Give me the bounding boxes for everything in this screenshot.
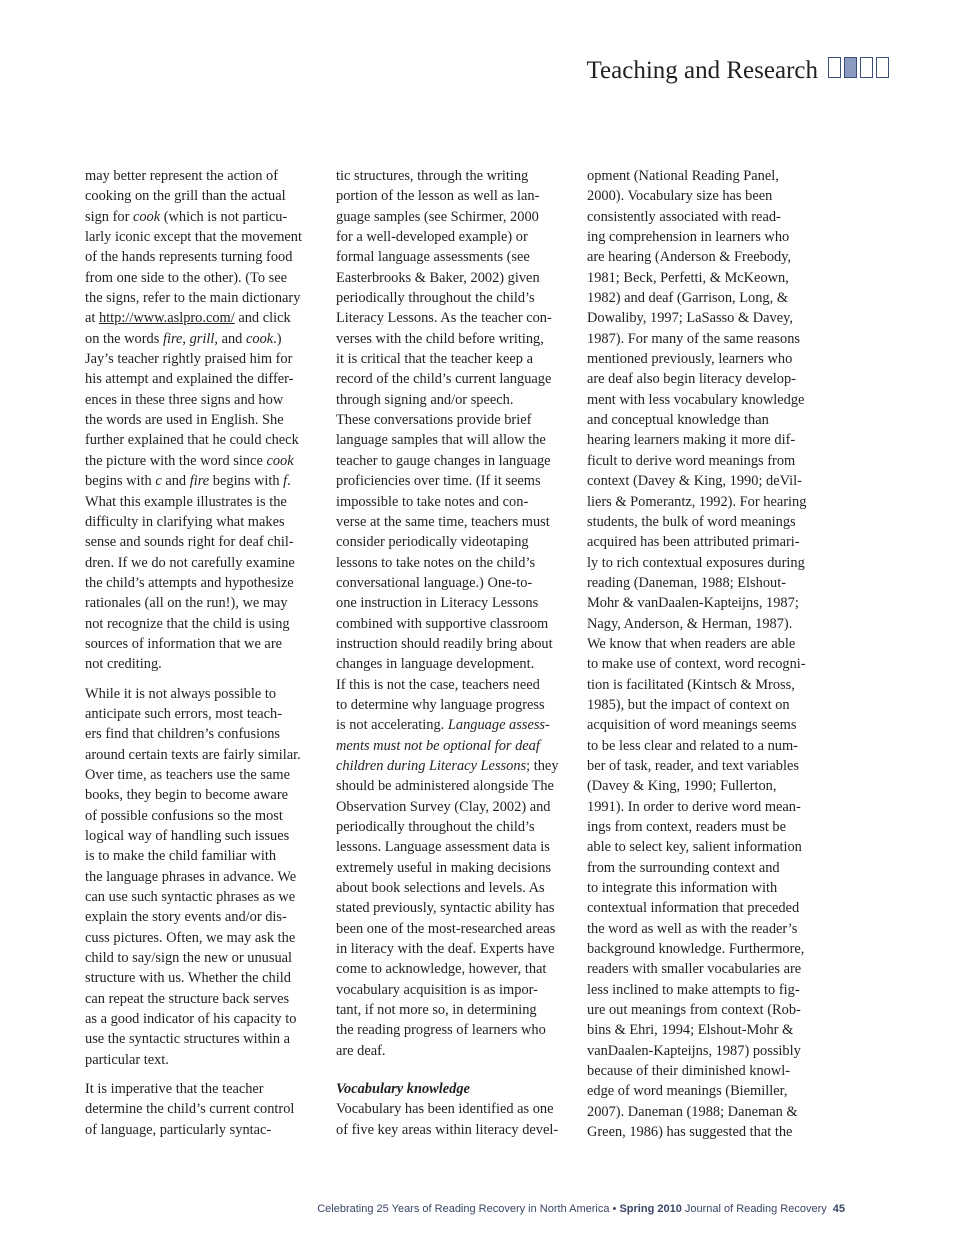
- text-line: instruction should readily bring about: [336, 635, 553, 652]
- text-line: begins with c and fire begins with f.: [85, 473, 291, 490]
- text-line: able to select key, salient information: [587, 839, 802, 856]
- text-line: sense and sounds right for deaf chil-: [85, 534, 294, 551]
- text-line: lessons. Language assessment data is: [336, 839, 550, 856]
- text-line: Observation Survey (Clay, 2002) and: [336, 798, 551, 815]
- text-line: extremely useful in making decisions: [336, 859, 552, 876]
- text-line: can repeat the structure back serves: [85, 990, 290, 1007]
- text-line: liers & Pomerantz, 1992). For hearing: [587, 493, 807, 510]
- text-line: books, they begin to become aware: [85, 787, 289, 804]
- text-line: stated previously, syntactic ability has: [336, 900, 555, 917]
- text-line: consistently associated with read-: [587, 208, 781, 225]
- text-line: from the surrounding context and: [587, 859, 780, 876]
- text-line: should be administered alongside The: [336, 778, 554, 795]
- text-line: 1981; Beck, Perfetti, & McKeown,: [587, 269, 789, 286]
- text-line: 2000). Vocabulary size has been: [587, 188, 773, 205]
- text-line: 1991). In order to derive word mean-: [587, 798, 801, 815]
- text-line: the signs, refer to the main dictionary: [85, 290, 301, 307]
- text-line: on the words fire, grill, and cook.): [85, 330, 282, 347]
- text-line: edge of word meanings (Biemiller,: [587, 1083, 788, 1100]
- text-line: 1985), but the impact of context on: [587, 696, 790, 713]
- text-line: conversational language.) One-to-: [336, 574, 533, 591]
- text-line: is not accelerating. Language assess-: [336, 717, 550, 734]
- text-line: record of the child’s current language: [336, 371, 552, 388]
- text-line: the picture with the word since cook: [85, 452, 294, 469]
- text-line: proficiencies over time. (If it seems: [336, 473, 541, 490]
- paragraph-gap: [85, 675, 320, 684]
- text-line: verse at the same time, teachers must: [336, 513, 550, 530]
- text-line: sources of information that we are: [85, 635, 282, 652]
- text-line: acquired has been attributed primari-: [587, 534, 800, 551]
- text-line: the reading progress of learners who: [336, 1022, 546, 1039]
- text-line: particular text.: [85, 1051, 169, 1068]
- text-line: ments must not be optional for deaf: [336, 737, 540, 754]
- text-line: What this example illustrates is the: [85, 493, 287, 510]
- text-line: explain the story events and/or dis-: [85, 909, 287, 926]
- text-line: about book selections and levels. As: [336, 880, 545, 897]
- text-line: ings from context, readers must be: [587, 819, 787, 835]
- text-line: changes in language development.: [336, 656, 535, 673]
- text-line: structure with us. Whether the child: [85, 970, 291, 987]
- text-line: formal language assessments (see: [336, 249, 530, 266]
- text-line: of possible confusions so the most: [85, 807, 283, 824]
- text-line: consider periodically videotaping: [336, 534, 529, 551]
- text-line: cuss pictures. Often, we may ask the: [85, 929, 296, 946]
- text-line: If this is not the case, teachers need: [336, 676, 540, 693]
- text-line: less inclined to make attempts to fig-: [587, 981, 800, 998]
- text-line: his attempt and explained the differ-: [85, 371, 294, 388]
- text-line: Vocabulary has been identified as one: [336, 1101, 554, 1118]
- text-line: not crediting.: [85, 656, 162, 673]
- text-line: in literacy with the deaf. Experts have: [336, 941, 555, 958]
- footer-issue: Spring 2010: [619, 1203, 682, 1215]
- text-line: further explained that he could check: [85, 432, 299, 449]
- text-line: at http://www.aslpro.com/ and click: [85, 310, 291, 327]
- text-line: Green, 1986) has suggested that the: [587, 1124, 793, 1141]
- text-line: not recognize that the child is using: [85, 615, 290, 632]
- text-line: portion of the lesson as well as lan-: [336, 188, 540, 205]
- text-line: reading (Daneman, 1988; Elshout-: [587, 574, 787, 591]
- text-line: the word as well as with the reader’s: [587, 920, 798, 937]
- text-line: Easterbrooks & Baker, 2002) given: [336, 269, 540, 286]
- text-line: opment (National Reading Panel,: [587, 168, 779, 184]
- text-line: through signing and/or speech.: [336, 391, 514, 408]
- text-line: children during Literacy Lessons; they: [336, 757, 559, 774]
- section-subheading: Vocabulary knowledge: [336, 1081, 470, 1098]
- text-line: Mohr & vanDaalen-Kapteijns, 1987;: [587, 595, 799, 612]
- paragraph-gap: [336, 1061, 571, 1079]
- header-box-ornament: [828, 57, 889, 78]
- text-line: These conversations provide brief: [336, 412, 532, 429]
- text-line: students, the bulk of word meanings: [587, 513, 796, 530]
- text-line: We know that when readers are able: [587, 635, 796, 652]
- text-line: of five key areas within literacy devel-: [336, 1121, 559, 1138]
- text-line: to make use of context, word recogni-: [587, 656, 806, 673]
- text-line: dren. If we do not carefully examine: [85, 554, 295, 571]
- text-line: ences in these three signs and how: [85, 391, 284, 408]
- text-line: vocabulary acquisition is as impor-: [336, 981, 538, 998]
- text-line: the child’s attempts and hypothesize: [85, 574, 294, 591]
- text-line: periodically throughout the child’s: [336, 819, 535, 835]
- text-line: are deaf.: [336, 1042, 386, 1059]
- header-box: [876, 57, 889, 78]
- text-line: sign for cook (which is not particu-: [85, 208, 288, 225]
- text-line: teacher to gauge changes in language: [336, 452, 551, 469]
- text-line: readers with smaller vocabularies are: [587, 961, 802, 978]
- text-line: to be less clear and related to a num-: [587, 737, 798, 754]
- text-line: may better represent the action of: [85, 168, 278, 184]
- text-line: periodically throughout the child’s: [336, 290, 535, 307]
- text-line: child to say/sign the new or unusual: [85, 950, 293, 967]
- footer-journal: Journal of Reading Recovery: [684, 1203, 827, 1215]
- text-line: context (Davey & King, 1990; deVil-: [587, 473, 802, 490]
- text-line: can use such syntactic phrases as we: [85, 889, 296, 906]
- text-line: tion is facilitated (Kintsch & Mross,: [587, 676, 795, 693]
- header-box: [828, 57, 841, 78]
- text-line: to determine why language progress: [336, 696, 545, 713]
- text-line: impossible to take notes and con-: [336, 493, 529, 510]
- text-column-2: [336, 166, 571, 1140]
- text-line: hearing learners making it more dif-: [587, 432, 796, 449]
- text-column-3: [587, 166, 819, 1143]
- paragraph-gap: [85, 1070, 320, 1079]
- text-line: larly iconic except that the movement: [85, 229, 302, 246]
- text-line: 1982) and deaf (Garrison, Long, &: [587, 290, 789, 307]
- text-line: combined with supportive classroom: [336, 615, 549, 632]
- text-line: Over time, as teachers use the same: [85, 766, 290, 783]
- text-line: difficulty in clarifying what makes: [85, 513, 285, 530]
- header-box: [844, 57, 857, 78]
- text-line: (Davey & King, 1990; Fullerton,: [587, 778, 777, 795]
- text-line: 1987). For many of the same reasons: [587, 330, 801, 347]
- text-line: ing comprehension in learners who: [587, 229, 790, 246]
- text-line: contextual information that preceded: [587, 900, 800, 917]
- text-line: determine the child’s current control: [85, 1101, 295, 1118]
- text-line: come to acknowledge, however, that: [336, 961, 547, 978]
- text-line: around certain texts are fairly similar.: [85, 746, 301, 763]
- text-line: because of their diminished knowl-: [587, 1063, 791, 1080]
- text-line: ficult to derive word meanings from: [587, 452, 796, 469]
- text-line: anticipate such errors, most teach-: [85, 705, 282, 722]
- running-header-title: Teaching and Research: [586, 57, 818, 84]
- text-line: ure out meanings from context (Rob-: [587, 1002, 801, 1019]
- text-line: to integrate this information with: [587, 880, 778, 897]
- text-line: tic structures, through the writing: [336, 168, 529, 184]
- text-line: from one side to the other). (To see: [85, 269, 287, 286]
- text-line: language samples that will allow the: [336, 432, 546, 449]
- text-line: verses with the child before writing,: [336, 330, 544, 347]
- text-line: ment with less vocabulary knowledge: [587, 391, 805, 408]
- text-line: bins & Ehri, 1994; Elshout-Mohr &: [587, 1022, 794, 1039]
- text-column-1: [85, 166, 320, 1140]
- footer-prefix: Celebrating 25 Years of Reading Recovery in North America •: [317, 1203, 617, 1215]
- text-line: While it is not always possible to: [85, 685, 277, 702]
- page-footer: [300, 1201, 845, 1217]
- text-line: lessons to take notes on the child’s: [336, 554, 536, 571]
- text-line: one instruction in Literacy Lessons: [336, 595, 539, 612]
- text-line: acquisition of word meanings seems: [587, 717, 797, 734]
- text-line: are hearing (Anderson & Freebody,: [587, 249, 792, 266]
- text-line: Literacy Lessons. As the teacher con-: [336, 310, 552, 327]
- text-line: cooking on the grill than the actual: [85, 188, 286, 205]
- text-line: of language, particularly syntac-: [85, 1121, 272, 1138]
- text-line: vanDaalen-Kapteijns, 1987) possibly: [587, 1042, 801, 1059]
- text-line: are deaf also begin literacy develop-: [587, 371, 796, 388]
- text-line: use the syntactic structures within a: [85, 1031, 291, 1048]
- text-line: ers find that children’s confusions: [85, 726, 281, 743]
- text-line: for a well-developed example) or: [336, 229, 528, 246]
- text-line: ly to rich contextual exposures during: [587, 554, 805, 571]
- text-line: Jay’s teacher rightly praised him for: [85, 351, 293, 368]
- text-line: rationales (all on the run!), we may: [85, 595, 288, 612]
- page-number: 45: [832, 1203, 845, 1215]
- text-line: Nagy, Anderson, & Herman, 1987).: [587, 615, 793, 632]
- text-line: the language phrases in advance. We: [85, 868, 297, 885]
- dictionary-link[interactable]: http://www.aslpro.com/: [98, 310, 235, 327]
- text-line: and conceptual knowledge than: [587, 412, 769, 429]
- text-line: ber of task, reader, and text variables: [587, 757, 799, 774]
- text-line: mentioned previously, learners who: [587, 351, 793, 368]
- header-box: [860, 57, 873, 78]
- text-line: logical way of handling such issues: [85, 828, 290, 844]
- text-line: It is imperative that the teacher: [85, 1081, 264, 1098]
- text-line: is to make the child familiar with: [85, 848, 277, 865]
- text-line: background knowledge. Furthermore,: [587, 941, 805, 958]
- text-line: been one of the most-researched areas: [336, 920, 556, 937]
- text-line: tant, if not more so, in determining: [336, 1002, 537, 1019]
- text-line: the words are used in English. She: [85, 412, 284, 429]
- text-line: 2007). Daneman (1988; Daneman &: [587, 1103, 798, 1120]
- text-line: Dowaliby, 1997; LaSasso & Davey,: [587, 310, 793, 327]
- text-line: guage samples (see Schirmer, 2000: [336, 208, 539, 225]
- text-line: of the hands represents turning food: [85, 249, 293, 266]
- text-line: as a good indicator of his capacity to: [85, 1011, 297, 1028]
- text-line: it is critical that the teacher keep a: [336, 351, 533, 368]
